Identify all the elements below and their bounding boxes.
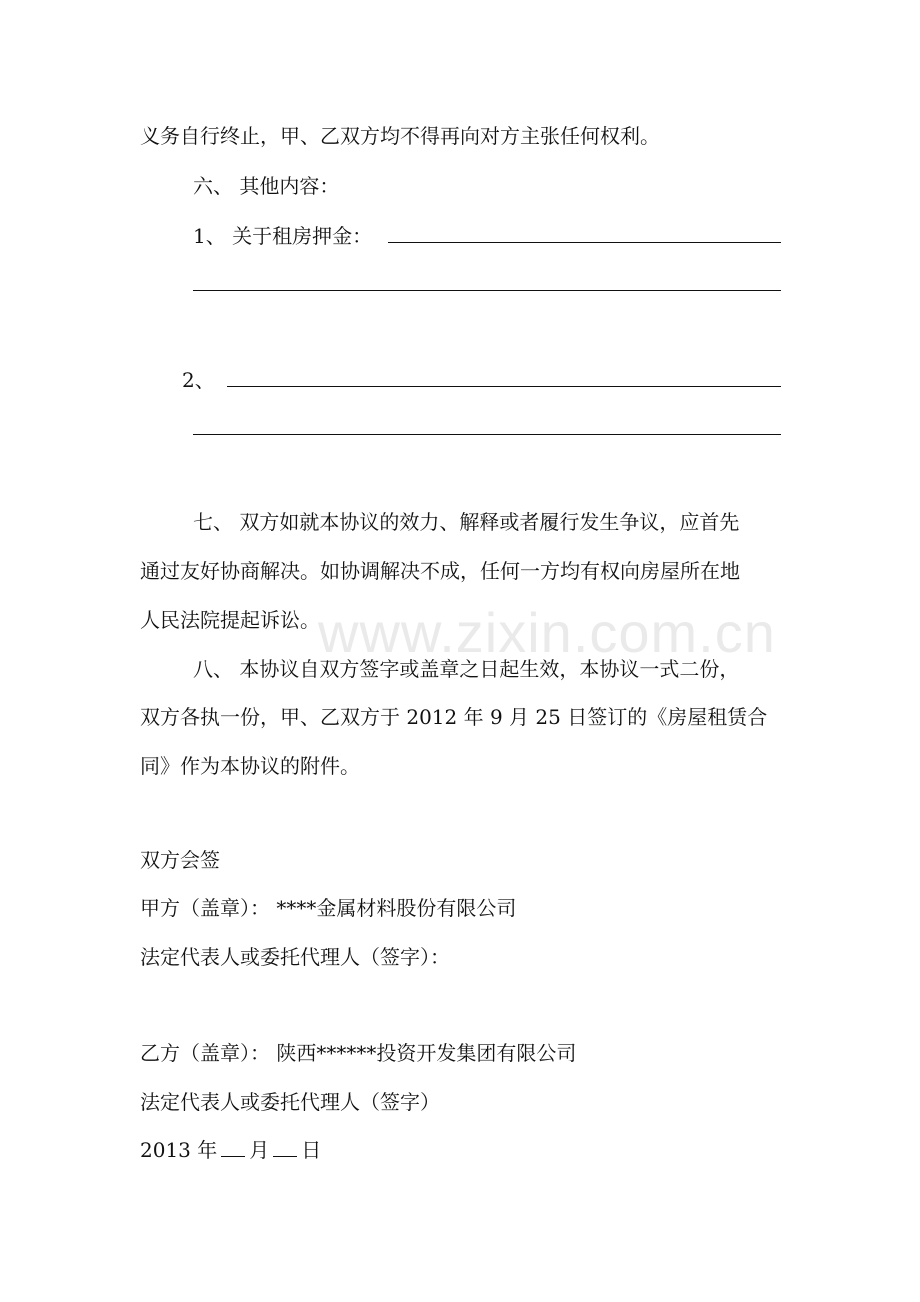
date-year: 2013 年 xyxy=(140,1138,218,1162)
item-2-label: 2、 xyxy=(182,368,215,392)
date-line xyxy=(140,1136,321,1164)
month-blank xyxy=(221,1136,245,1157)
party-a-line: 甲方（盖章）： ****金属材料股份有限公司 xyxy=(140,896,517,920)
item-2-blank-line-2 xyxy=(193,434,781,435)
section-8-line-3: 同》作为本协议的附件。 xyxy=(140,754,360,778)
party-b-line: 乙方（盖章）： 陕西******投资开发集团有限公司 xyxy=(140,1041,577,1065)
party-b-representative: 法定代表人或委托代理人（签字） xyxy=(140,1090,440,1114)
section-8-line-2: 双方各执一份，甲、乙双方于 2012 年 9 月 25 日签订的《房屋租赁合 xyxy=(140,705,768,729)
section-8-line-1: 八、 本协议自双方签字或盖章之日起生效，本协议一式二份， xyxy=(193,657,740,681)
item-1-blank-line-2 xyxy=(193,290,781,291)
signature-section-title: 双方会签 xyxy=(140,848,220,872)
item-1-label: 1、 关于租房押金： xyxy=(193,224,373,248)
section-7-line-1: 七、 双方如就本协议的效力、解释或者履行发生争议，应首先 xyxy=(193,510,740,534)
item-1-blank-line xyxy=(388,242,781,243)
section-7-line-2: 通过友好协商解决。如协调解决不成，任何一方均有权向房屋所在地 xyxy=(140,559,740,583)
watermark: www.zixin.com.cn xyxy=(318,601,776,664)
party-a-representative: 法定代表人或委托代理人（签字）： xyxy=(140,945,450,969)
continued-clause-text: 义务自行终止，甲、乙双方均不得再向对方主张任何权利。 xyxy=(140,124,660,148)
section-7-line-3: 人民法院提起诉讼。 xyxy=(140,608,320,632)
day-blank xyxy=(273,1136,297,1157)
date-month: 月 xyxy=(249,1138,270,1162)
date-day: 日 xyxy=(301,1138,322,1162)
item-2-blank-line xyxy=(227,386,781,387)
section-6-heading: 六、 其他内容： xyxy=(193,174,340,198)
